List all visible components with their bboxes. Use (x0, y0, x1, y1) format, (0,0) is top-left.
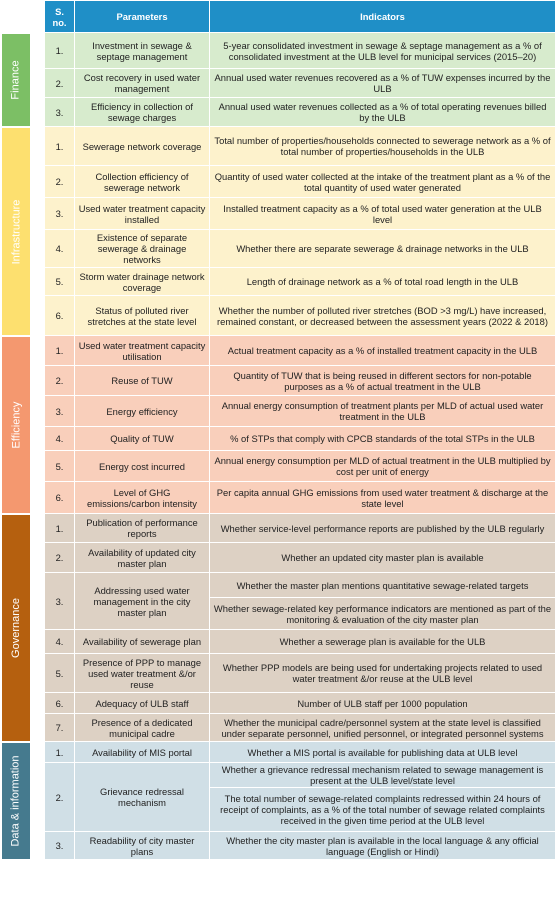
table-row (45, 714, 556, 742)
indicator-cell: Whether the municipal cadre/personnel system at the state level is classified under separate personnel, unified personnel, or integrated personnel systems (210, 714, 556, 742)
table-row (45, 98, 556, 127)
sno-header: S. no. (45, 1, 75, 33)
table-row (45, 33, 556, 69)
row-number: 2. (45, 69, 75, 98)
table-header-row (45, 1, 556, 33)
indicator-cell: Whether the city master plan is available in the local language & any official language (English or Hindi) (210, 832, 556, 860)
parameter-cell: Availability of sewerage plan (75, 630, 210, 654)
indicator-cell: Whether sewage-related key performance indicators are mentioned as part of the monitoring & evaluation of the city master plan (210, 598, 556, 630)
parameter-cell: Quality of TUW (75, 427, 210, 451)
parameter-cell: Adequacy of ULB staff (75, 693, 210, 714)
indicator-cell: Annual energy consumption of treatment plants per MLD of actual used water treatment in the ULB (210, 396, 556, 427)
row-number: 5. (45, 268, 75, 296)
row-number: 5. (45, 451, 75, 482)
parameter-cell: Energy cost incurred (75, 451, 210, 482)
row-number: 3. (45, 396, 75, 427)
table-row (45, 336, 556, 366)
row-number: 2. (45, 763, 75, 832)
indicator-cell: Number of ULB staff per 1000 population (210, 693, 556, 714)
table-row (45, 451, 556, 482)
table-row (45, 427, 556, 451)
parameter-cell: Investment in sewage & septage management (75, 33, 210, 69)
category-label-data-information (2, 743, 30, 859)
table-row (45, 514, 556, 543)
category-label-text: Finance (10, 60, 23, 100)
parameter-cell: Collection efficiency of sewerage network (75, 166, 210, 198)
indicator-cell: Whether PPP models are being used for undertaking projects related to used water treatment &/or reuse at the ULB level (210, 654, 556, 693)
row-number: 4. (45, 230, 75, 268)
row-number: 4. (45, 630, 75, 654)
table-row (45, 543, 556, 573)
row-number: 1. (45, 514, 75, 543)
indicator-cell: Whether there are separate sewerage & drainage networks in the ULB (210, 230, 556, 268)
row-number: 5. (45, 654, 75, 693)
parameter-cell: Level of GHG emissions/carbon intensity (75, 482, 210, 514)
parameter-cell: Presence of a dedicated municipal cadre (75, 714, 210, 742)
category-label-text: Efficiency (10, 401, 22, 449)
parameter-cell: Existence of separate sewerage & drainage networks (75, 230, 210, 268)
row-number: 1. (45, 33, 75, 69)
parameter-cell: Efficiency in collection of sewage charges (75, 98, 210, 127)
table-row (45, 366, 556, 396)
parameter-cell: Sewerage network coverage (75, 127, 210, 166)
table-row (45, 230, 556, 268)
indicator-cell: 5-year consolidated investment in sewage & septage management as a % of consolidated investment at the ULB level for municipal services (2015–20) (210, 33, 556, 69)
row-number: 1. (45, 336, 75, 366)
indicator-cell: Whether a grievance redressal mechanism related to sewage management is present at the ULB level/state level (210, 763, 556, 788)
parameter-cell: Readability of city master plans (75, 832, 210, 860)
parameter-cell: Addressing used water management in the city master plan (75, 573, 210, 630)
indicator-cell: Length of drainage network as a % of total road length in the ULB (210, 268, 556, 296)
indicators-header: Indicators (210, 1, 556, 33)
table-row (45, 482, 556, 514)
row-number: 2. (45, 543, 75, 573)
table-row (45, 69, 556, 98)
parameter-cell: Used water treatment capacity utilisation (75, 336, 210, 366)
parameter-cell: Publication of performance reports (75, 514, 210, 543)
indicator-cell: % of STPs that comply with CPCB standards of the total STPs in the ULB (210, 427, 556, 451)
parameter-cell: Reuse of TUW (75, 366, 210, 396)
indicator-cell: Whether an updated city master plan is available (210, 543, 556, 573)
parameter-cell: Availability of updated city master plan (75, 543, 210, 573)
category-label-efficiency (2, 337, 30, 513)
indicator-cell: Annual used water revenues collected as a % of total operating revenues billed by the ULB (210, 98, 556, 127)
row-number: 6. (45, 296, 75, 336)
indicator-table (44, 0, 556, 860)
parameter-cell: Used water treatment capacity installed (75, 198, 210, 230)
row-number: 3. (45, 832, 75, 860)
category-label-text: Infrastructure (10, 199, 22, 264)
table-row (45, 127, 556, 166)
row-number: 7. (45, 714, 75, 742)
row-number: 1. (45, 127, 75, 166)
indicator-cell: Annual used water revenues recovered as a % of TUW expenses incurred by the ULB (210, 69, 556, 98)
category-label-governance (2, 515, 30, 741)
table-row (45, 763, 556, 788)
category-label-infrastructure (2, 128, 30, 335)
table-row (45, 832, 556, 860)
indicator-cell: Total number of properties/households connected to sewerage network as a % of total number of properties/households in the ULB (210, 127, 556, 166)
parameter-cell: Cost recovery in used water management (75, 69, 210, 98)
table-row (45, 296, 556, 336)
indicator-cell: Whether the number of polluted river stretches (BOD >3 mg/L) have increased, remained constant, or decreased between the assessment years (2022 & 2018) (210, 296, 556, 336)
parameter-cell: Grievance redressal mechanism (75, 763, 210, 832)
row-number: 1. (45, 742, 75, 763)
indicator-cell: Quantity of TUW that is being reused in different sectors for non-potable purposes as a % of actual treatment in the ULB (210, 366, 556, 396)
table-row (45, 573, 556, 598)
row-number: 6. (45, 482, 75, 514)
parameter-cell: Presence of PPP to manage used water treatment &/or reuse (75, 654, 210, 693)
row-number: 3. (45, 98, 75, 127)
indicator-cell: Annual energy consumption per MLD of actual treatment in the ULB multiplied by cost per unit of energy (210, 451, 556, 482)
row-number: 6. (45, 693, 75, 714)
indicator-cell: Whether the master plan mentions quantitative sewage-related targets (210, 573, 556, 598)
indicator-cell: Per capita annual GHG emissions from used water treatment & discharge at the state level (210, 482, 556, 514)
table-row (45, 268, 556, 296)
indicator-cell: Installed treatment capacity as a % of total used water generation at the ULB level (210, 198, 556, 230)
indicator-cell: Whether a sewerage plan is available for the ULB (210, 630, 556, 654)
parameter-cell: Availability of MIS portal (75, 742, 210, 763)
row-number: 2. (45, 166, 75, 198)
row-number: 3. (45, 573, 75, 630)
table-row (45, 630, 556, 654)
category-label-text: Data & information (10, 755, 23, 847)
indicator-cell: Actual treatment capacity as a % of installed treatment capacity in the ULB (210, 336, 556, 366)
category-label-text: Governance (10, 598, 22, 658)
row-number: 3. (45, 198, 75, 230)
table-row (45, 396, 556, 427)
parameter-cell: Energy efficiency (75, 396, 210, 427)
row-number: 2. (45, 366, 75, 396)
indicator-cell: Quantity of used water collected at the intake of the treatment plant as a % of the total quantity of used water generated (210, 166, 556, 198)
table-row (45, 166, 556, 198)
table-row (45, 742, 556, 763)
parameter-cell: Status of polluted river stretches at the state level (75, 296, 210, 336)
indicator-cell: Whether a MIS portal is available for publishing data at ULB level (210, 742, 556, 763)
category-label-finance (2, 34, 30, 126)
table-row (45, 198, 556, 230)
parameter-cell: Storm water drainage network coverage (75, 268, 210, 296)
parameters-header: Parameters (75, 1, 210, 33)
indicator-cell: The total number of sewage-related complaints redressed within 24 hours of receipt of complaints, as a % of the total number of sewage related complaints received in the given time period at the ULB level (210, 788, 556, 832)
table-row (45, 654, 556, 693)
table-row (45, 693, 556, 714)
indicator-cell: Whether service-level performance reports are published by the ULB regularly (210, 514, 556, 543)
row-number: 4. (45, 427, 75, 451)
